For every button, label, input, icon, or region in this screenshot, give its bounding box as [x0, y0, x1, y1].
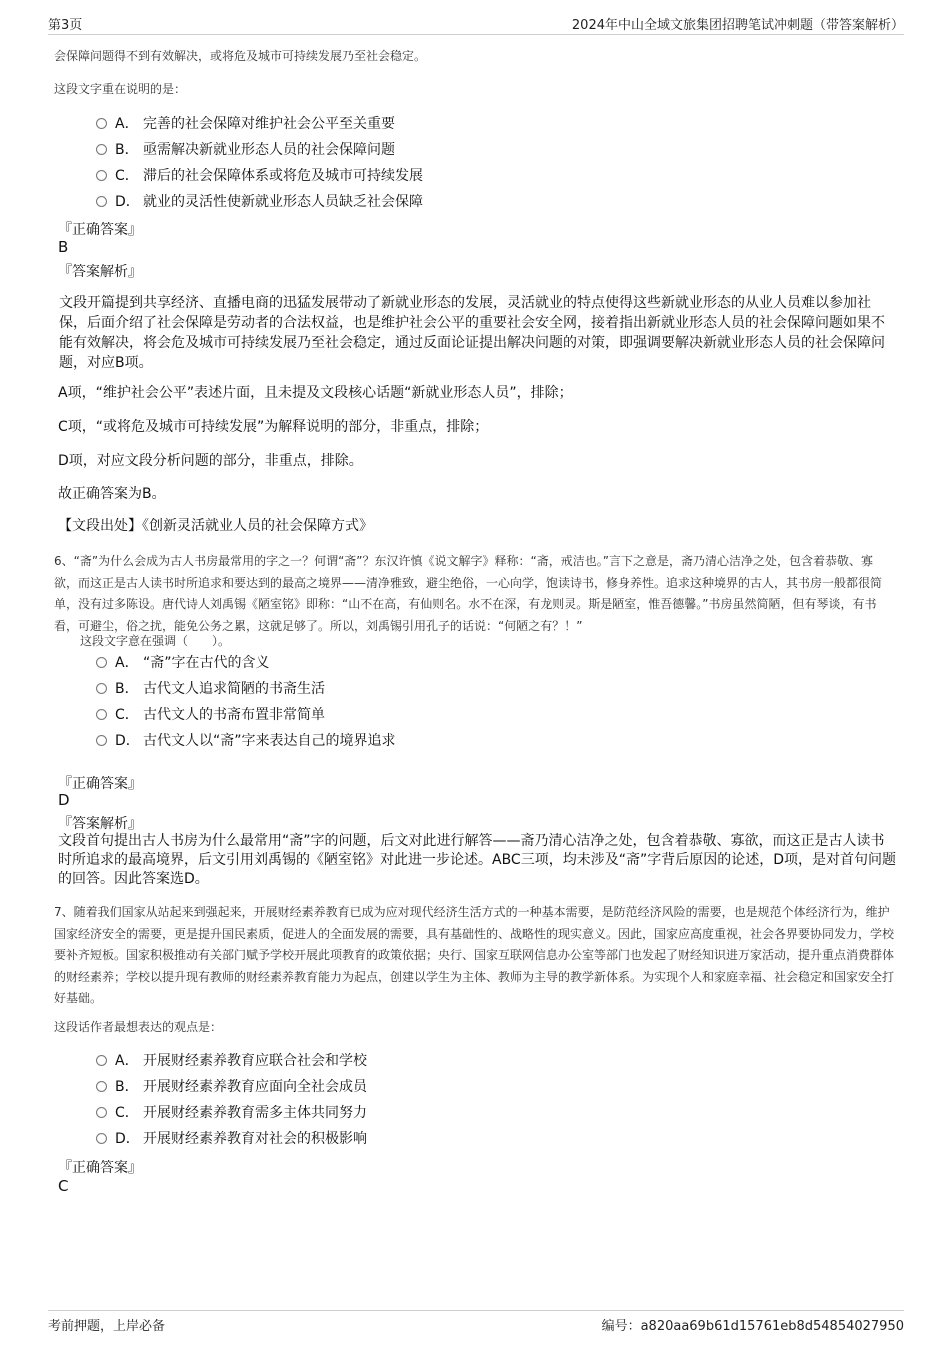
q6-analysis: 文段首句提出古人书房为什么最常用“斋”字的问题，后文对此进行解答——斋乃清心洁净之处，包含着恭敬、寡欲，而这正是古人读书时所追求的最高境界，后文引用刘禹锡的《陋室铭》对此进一步论述。ABC三项，均未涉及“斋”字背后原因的论述，D项，是对首句问题的回答。因此答案选D。: [58, 833, 896, 887]
q6-analysis-label: 『答案解析』: [58, 816, 142, 832]
q5-answer-label: 『正确答案』: [58, 222, 142, 238]
page-footer: [48, 1310, 904, 1337]
q5-analysis: 文段开篇提到共享经济、直播电商的迅猛发展带动了新就业形态的发展，灵活就业的特点使得这些新就业形态的从业人员难以参加社保，后面介绍了社会保障是劳动者的合法权益，也是维护社会公平的重要社会安全网，接着指出新就业形态人员的社会保障问题如果不能有效解决，将会危及城市可持续发展乃至社会稳定，通过反面论证提出解决问题的对策，即强调要解决新就业形态人员的社会保障问题，对应B项。: [59, 295, 885, 371]
radio-icon[interactable]: [96, 657, 107, 668]
radio-icon[interactable]: [96, 196, 107, 207]
q6-answer-label: 『正确答案』: [58, 776, 142, 792]
radio-icon[interactable]: [96, 170, 107, 181]
q7-option-a[interactable]: A． 开展财经素养教育应联合社会和学校: [96, 1051, 367, 1071]
footer-code: [602, 1315, 904, 1334]
page-number: 第3页: [48, 18, 83, 33]
q5-conclusion: 故正确答案为B。: [58, 486, 166, 502]
radio-icon[interactable]: [96, 1055, 107, 1066]
radio-icon[interactable]: [96, 1081, 107, 1092]
q5-source: 【文段出处】《创新灵活就业人员的社会保障方式》: [58, 518, 373, 534]
q6-answer: D: [58, 791, 70, 809]
q7-option-c[interactable]: C． 开展财经素养教育需多主体共同努力: [96, 1103, 367, 1123]
q5-analysis-d: D项，对应文段分析问题的部分，非重点，排除。: [58, 453, 363, 469]
q5-option-d[interactable]: D． 就业的灵活性使新就业形态人员缺乏社会保障: [96, 192, 423, 212]
document-title: 2024年中山全域文旅集团招聘笔试冲刺题（带答案解析）: [571, 18, 904, 33]
q5-analysis-c: C项，“或将危及城市可持续发展”为解释说明的部分，非重点，排除；: [58, 419, 489, 435]
radio-icon[interactable]: [96, 735, 107, 746]
q6-option-b[interactable]: B． 古代文人追求简陋的书斋生活: [96, 679, 325, 699]
q5-option-a[interactable]: A． 完善的社会保障对维护社会公平至关重要: [96, 114, 395, 134]
q7-prompt: 这段话作者最想表达的观点是：: [54, 1020, 223, 1034]
q5-option-c[interactable]: C． 滞后的社会保障体系或将危及城市可持续发展: [96, 166, 423, 186]
q7-stem: 7、随着我们国家从站起来到强起来，开展财经素养教育已成为应对现代经济生活方式的一种基本需要，是防范经济风险的需要，也是规范个体经济行为，维护国家经济安全的需要，更是提升国民素质，促进人的全面发展的需要，具有基础性的、战略性的现实意义。因此，国家应高度重视，社会各界要协同发力，学校要补齐短板。国家积极推动有关部门赋予学校开展此项教育的政策依据；央行、国家互联网信息办公室等部门也发起了财经知识进万家活动，提升重点消费群体的财经素养；学校以提升现有教师的财经素养教育能力为起点，创建以学生为主体、教师为主导的教学新体系。为实现个人和家庭幸福、社会稳定和国家安全打好基础。: [54, 905, 894, 1005]
radio-icon[interactable]: [96, 118, 107, 129]
q7-answer: C: [58, 1177, 69, 1195]
footer-slogan: 考前押题，上岸必备: [48, 1319, 166, 1334]
q7-answer-label: 『正确答案』: [58, 1160, 142, 1176]
footer-code-value: a820aa69b61d15761eb8d54854027950: [640, 1319, 904, 1334]
q5-answer: B: [58, 238, 69, 256]
radio-icon[interactable]: [96, 709, 107, 720]
q7-option-d[interactable]: D． 开展财经素养教育对社会的积极影响: [96, 1129, 367, 1149]
radio-icon[interactable]: [96, 1133, 107, 1144]
q5-option-b[interactable]: B． 亟需解决新就业形态人员的社会保障问题: [96, 140, 395, 160]
q7-option-b[interactable]: B． 开展财经素养教育应面向全社会成员: [96, 1077, 367, 1097]
q5-intro-tail: 会保障问题得不到有效解决，或将危及城市可持续发展乃至社会稳定。: [54, 49, 427, 63]
radio-icon[interactable]: [96, 1107, 107, 1118]
q6-option-a[interactable]: A． “斋”字在古代的含义: [96, 653, 270, 673]
q6-option-d[interactable]: D． 古代文人以“斋”字来表达自己的境界追求: [96, 731, 396, 751]
q5-prompt: 这段文字重在说明的是：: [54, 82, 187, 96]
q6-prompt: 这段文字意在强调（ ）。: [80, 634, 231, 648]
page-header: [48, 14, 904, 35]
q5-analysis-a: A项，“维护社会公平”表述片面，且未提及文段核心话题“新就业形态人员”，排除；: [58, 385, 573, 401]
q6-option-c[interactable]: C． 古代文人的书斋布置非常简单: [96, 705, 325, 725]
footer-code-label: 编号：: [601, 1319, 641, 1334]
q5-analysis-label: 『答案解析』: [58, 264, 142, 280]
q6-stem: 6、“斋”为什么会成为古人书房最常用的字之一？何谓“斋”？东汉许慎《说文解字》释称：“斋，戒洁也。”言下之意是，斋乃清心洁净之处，包含着恭敬、寡欲，而这正是古人读书时所追求和要达到的最高之境界——清净雅致，避尘绝俗，一心向学，饱读诗书，修身养性。追求这种境界的古人，其书房一般都很简单，没有过多陈设。唐代诗人刘禹锡《陋室铭》即称：“山不在高，有仙则名。水不在深，有龙则灵。斯是陋室，惟吾德馨。”书房虽然简陋，但有琴谈，有书看，可避尘，俗之扰，能免公务之累，这就足够了。所以，刘禹锡引用孔子的话说：“何陋之有？！”: [54, 554, 883, 633]
radio-icon[interactable]: [96, 683, 107, 694]
radio-icon[interactable]: [96, 144, 107, 155]
